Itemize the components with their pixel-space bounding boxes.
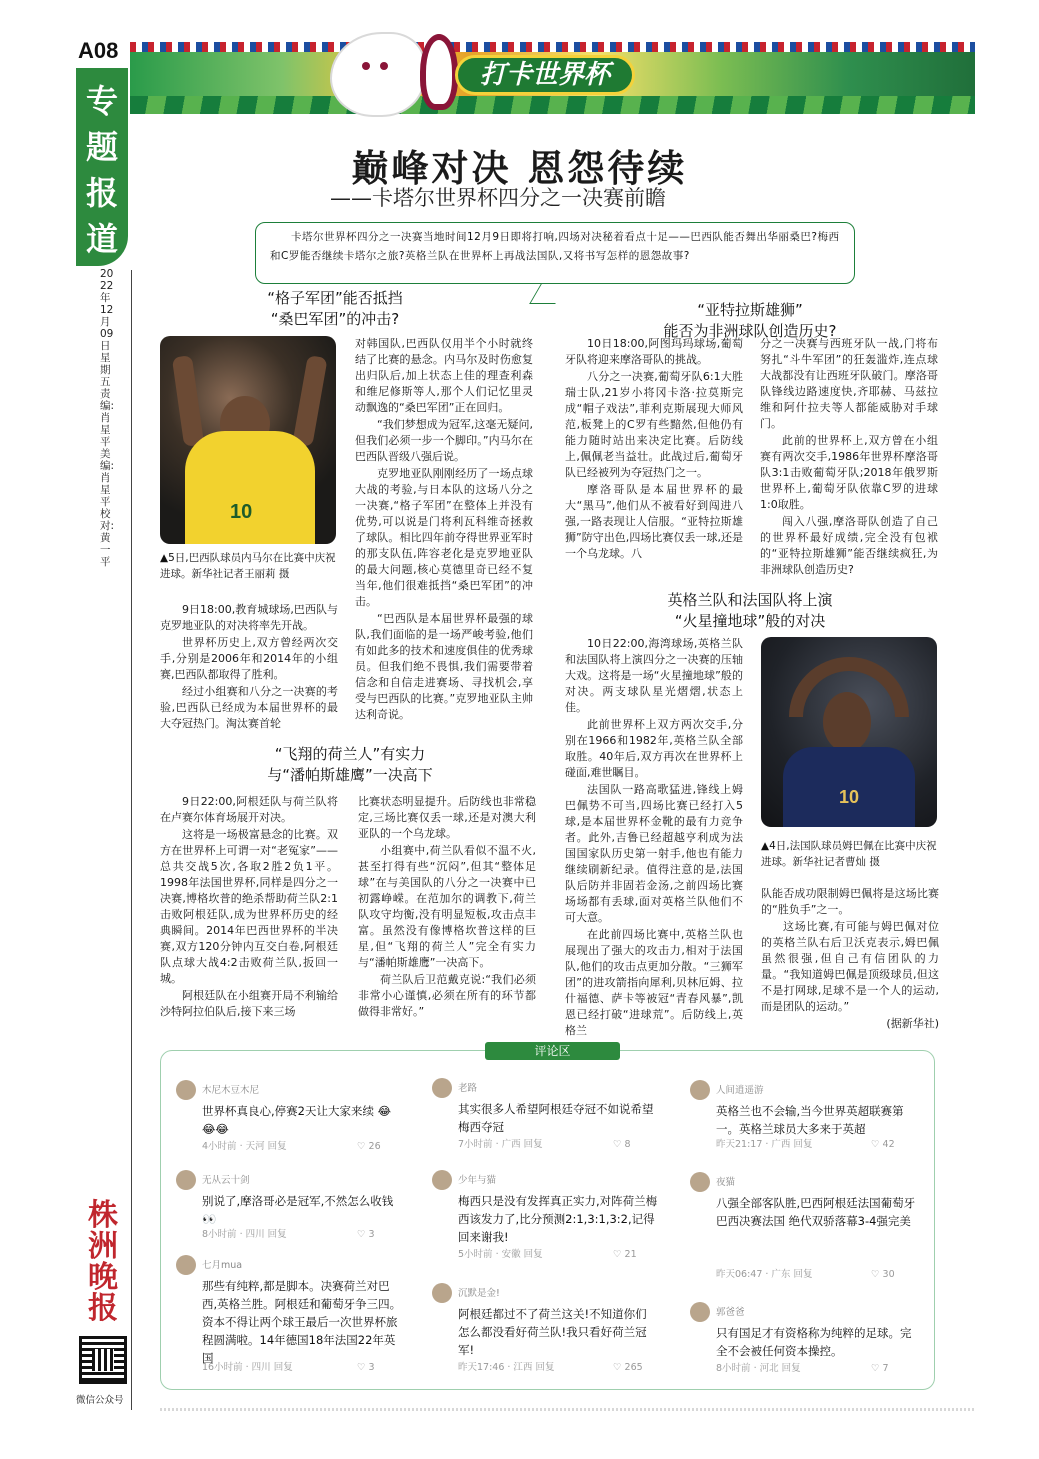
- comment-item: [432, 1283, 657, 1378]
- photo-neymar: 10: [160, 336, 336, 544]
- section-char: 报: [85, 174, 118, 212]
- avatar: [432, 1283, 452, 1303]
- paragraph: 闯入八强,摩洛哥队创造了自己的世界杯最好成绩,完全没有包袱的“亚特拉斯雄狮”能否继续疯狂,为非洲球队创造历史?: [760, 515, 938, 576]
- like-count-value: 3: [368, 1229, 375, 1240]
- comment-user: 沉默是金!: [458, 1288, 500, 1299]
- logo-char: 株: [88, 1198, 118, 1233]
- article-column: [565, 336, 743, 563]
- article-column: [358, 794, 536, 1021]
- like-count-value: 26: [368, 1141, 381, 1152]
- comment-section-title: 评论区: [485, 1042, 620, 1060]
- paragraph: 克罗地亚队刚刚经历了一场点球大战的考验,与日本队的这场八分之一决赛,“格子军团”在整体上并没有优势,可以说是门将利瓦科维奇拯救了球队。相比四年前夺得世界亚军时的那支队伍,阵容老化是克罗地亚队的最大问题,核心莫德里奇已经不复当年,他们很难抵挡“桑巴军团”的冲击。: [355, 467, 533, 608]
- article-column: [160, 794, 338, 1021]
- avatar: [176, 1170, 196, 1190]
- like-count[interactable]: ♡ 265: [613, 1362, 643, 1373]
- comment-user: 夜猫: [716, 1177, 736, 1188]
- like-count[interactable]: ♡ 3: [357, 1362, 375, 1373]
- paragraph: 小组赛中,荷兰队看似不温不火,甚至打得有些“沉闷”,但其“整体足球”在与美国队的八分之一决赛中已初露峥嵘。在范加尔的调教下,荷兰队攻守均衡,没有明显短板,攻击点丰富。虽然没有像博格坎普这样的巨星,但“飞翔的荷兰人”完全有实力与“潘帕斯雄鹰”一决高下。: [358, 844, 536, 969]
- paragraph: 这场比赛,有可能与姆巴佩对位的英格兰队右后卫沃克表示,姆巴佩虽然很强,但自己有信团队的力量。“我知道姆巴佩是顶级球员,但这不是打网球,足球不是一个人的运动,而是团队的运动。”: [761, 920, 939, 1013]
- avatar: [176, 1080, 196, 1100]
- paragraph: 10日18:00,阿图玛玛球场,葡萄牙队将迎来摩洛哥队的挑战。: [565, 337, 743, 366]
- comment-user: 少年与猫: [458, 1175, 497, 1186]
- comment-time: 7小时前 · 广西: [458, 1139, 521, 1150]
- mascot-icon: [330, 32, 425, 117]
- comment-text: 阿根廷都过不了荷兰这关!不知道你们怎么都没看好荷兰队!我只看好荷兰冠军!: [458, 1307, 647, 1357]
- comment-meta: [202, 1226, 375, 1244]
- like-count-value: 21: [624, 1249, 637, 1260]
- comment-user: 人间逍遥游: [716, 1085, 764, 1096]
- like-count[interactable]: ♡ 26: [357, 1141, 381, 1152]
- paragraph: 经过小组赛和八分之一决赛的考验,巴西队已经成为本届世界杯的最大夺冠热门。淘汰赛首轮: [160, 685, 338, 730]
- avatar: [690, 1080, 710, 1100]
- paragraph: 八分之一决赛,葡萄牙队6:1大胜瑞士队,21岁小将冈卡洛·拉莫斯完成“帽子戏法”,菲利克斯展现大师风范,板凳上的C罗有些黯然,但他仍有能力随时站出来决定比赛。后防线上,佩佩老当益壮。此战过后,葡萄牙队已经被列为夺冠热门之一。: [565, 370, 743, 479]
- article-column: [565, 636, 743, 1040]
- paragraph: 此前的世界杯上,双方曾在小组赛有两次交手,1986年世界杯摩洛哥队3:1击败葡萄牙队;2018年俄罗斯世界杯上,葡萄牙队依靠C罗的进球1:0取胜。: [760, 434, 938, 511]
- comment-time: 昨天06:47 · 广东: [716, 1269, 791, 1280]
- paragraph: 此前世界杯上双方两次交手,分别在1966和1982年,英格兰队全部取胜。40年后,双方再次在世界杯上碰面,难世瞩目。: [565, 718, 743, 779]
- reply-button[interactable]: 回复: [267, 1141, 287, 1152]
- bottom-divider: [160, 1408, 975, 1411]
- comment-text: 八强全部客队胜,巴西阿根廷法国葡萄牙 巴西决赛法国 绝代双骄落幕3-4强完美: [716, 1196, 916, 1228]
- avatar: [432, 1170, 452, 1190]
- comment-text: 英格兰也不会输,当今世界英超联赛第一。英格兰球员大多来于英超: [716, 1104, 904, 1136]
- paragraph: 9日18:00,教育城球场,巴西队与克罗地亚队的对决将率先开战。: [160, 603, 338, 632]
- comment-text: 其实很多人希望阿根廷夺冠不如说希望梅西夺冠: [458, 1102, 654, 1134]
- comment-user: 老路: [458, 1083, 478, 1094]
- section-char: 题: [85, 128, 118, 166]
- photo-caption: ▲5日,巴西队球员内马尔在比赛中庆祝进球。新华社记者王丽莉 摄: [160, 552, 336, 580]
- heading-line: “飞翔的荷兰人”有实力: [274, 745, 426, 763]
- article-column: [160, 602, 338, 733]
- comment-item: [432, 1078, 657, 1153]
- comment-meta: [458, 1246, 637, 1264]
- divider: [131, 270, 132, 1410]
- qr-label: 微信公众号: [76, 1395, 124, 1406]
- like-count-value: 265: [624, 1362, 643, 1373]
- comment-meta: [716, 1266, 895, 1284]
- paragraph: 这将是一场极富悬念的比赛。双方在世界杯上可谓一对“老冤家”——总共交战5次,各取2胜2负1平。1998年法国世界杯,同样是四分之一决赛,博格坎普的绝杀帮助荷兰队2:1击败阿根廷队,成为世界杯历史的经典瞬间。2014年巴西世界杯的半决赛,双方120分钟内互交白卷,阿根廷队点球大战4:2击败荷兰队,扳回一城。: [160, 828, 338, 985]
- comment-text: 那些有纯粹,都是脚本。决赛荷兰对巴西,英格兰胜。阿根廷和葡萄牙争三四。资本不得让两个球王最后一次世界杯旅程圆满啦。14年德国18年法国22年英国: [202, 1279, 402, 1365]
- paragraph: 队能否成功限制姆巴佩将是这场比赛的“胜负手”之一。: [761, 887, 939, 916]
- logo-char: 洲: [88, 1229, 118, 1264]
- comment-user: 无从云十剑: [202, 1175, 250, 1186]
- comment-time: 昨天21:17 · 广西: [716, 1139, 791, 1150]
- paragraph: 分之一决赛与西班牙队一战,门将布努扎“斗牛军团”的狂轰滥炸,连点球大战都没有让西班牙队破门。摩洛哥队锋线边路速度快,齐耶赫、马兹拉维和阿什拉夫等人都能威胁对手球门。: [760, 337, 938, 430]
- source-credit: (据新华社): [886, 1017, 939, 1030]
- lead-paragraph: 卡塔尔世界杯四分之一决赛当地时间12月9日即将打响,四场对决秘着看点十足——巴西队能否舞出华丽桑巴?梅西和C罗能否继续卡塔尔之旅?英格兰队在世界杯上再战法国队,又将书写怎样的恩怨故事?: [255, 222, 855, 284]
- like-count[interactable]: ♡ 21: [613, 1249, 637, 1260]
- banner-stripe: [130, 42, 975, 52]
- comment-item: [690, 1302, 915, 1377]
- like-count[interactable]: ♡ 8: [613, 1139, 631, 1150]
- paragraph: 比赛状态明显提升。后防线也非常稳定,三场比赛仅丢一球,还是对澳大利亚队的一个乌龙球。: [358, 795, 536, 840]
- comment-item: [432, 1170, 657, 1265]
- logo-char: 晚: [88, 1260, 118, 1295]
- like-count-value: 42: [882, 1139, 895, 1150]
- reply-button[interactable]: 回复: [267, 1229, 287, 1240]
- comment-meta: [458, 1359, 643, 1377]
- section-char: 专: [85, 82, 118, 120]
- comment-text: 世界杯真良心,停赛2天让大家来续 😂😂😂: [202, 1104, 392, 1136]
- heading-line: “桑巴军团”的冲击?: [270, 310, 400, 328]
- heading-line: “火星撞地球”般的对决: [674, 612, 826, 630]
- like-count[interactable]: ♡ 42: [871, 1139, 895, 1150]
- newspaper-logo: [80, 1200, 126, 1325]
- reply-button[interactable]: 回复: [523, 1139, 543, 1150]
- comment-item: [690, 1172, 915, 1282]
- comment-time: 4小时前 · 天河: [202, 1141, 265, 1152]
- comment-meta: [716, 1136, 895, 1154]
- heading-line: 能否为非洲球队创造历史?: [663, 322, 837, 340]
- banner-grass: [130, 96, 975, 114]
- heading-line: 与“潘帕斯雄鹰”一决高下: [267, 766, 433, 784]
- reply-button[interactable]: 回复: [793, 1269, 813, 1280]
- comment-time: 16小时前 · 四川: [202, 1362, 271, 1373]
- like-count[interactable]: ♡ 30: [871, 1269, 895, 1280]
- heading-line: 英格兰队和法国队将上演: [667, 591, 833, 609]
- reply-button[interactable]: 回复: [781, 1363, 801, 1374]
- comment-user: 郭爸爸: [716, 1307, 745, 1318]
- world-cup-emblem-icon: [420, 34, 458, 110]
- like-count-value: 3: [368, 1362, 375, 1373]
- avatar: [690, 1302, 710, 1322]
- reply-button[interactable]: 回复: [523, 1249, 543, 1260]
- comment-user: 七月mua: [202, 1260, 243, 1271]
- comment-item: [176, 1170, 401, 1240]
- avatar: [690, 1172, 710, 1192]
- section-char: 道: [85, 220, 118, 258]
- article-column: [761, 886, 939, 1033]
- photo-caption: ▲4日,法国队球员姆巴佩在比赛中庆祝进球。新华社记者曹灿 摄: [761, 840, 937, 868]
- like-count-value: 8: [624, 1139, 631, 1150]
- banner-title: 打卡世界杯: [455, 55, 635, 95]
- reply-button[interactable]: 回复: [535, 1362, 555, 1373]
- like-count[interactable]: ♡ 7: [871, 1363, 889, 1374]
- article-column: [355, 336, 533, 724]
- paragraph: 10日22:00,海湾球场,英格兰队和法国队将上演四分之一决赛的压轴大戏。这将是一场“火星撞地球”般的对决。两支球队星光熠熠,状态上佳。: [565, 637, 743, 714]
- paragraph: 9日22:00,阿根廷队与荷兰队将在卢赛尔体育场展开对决。: [160, 795, 338, 824]
- avatar: [432, 1078, 452, 1098]
- like-count-value: 7: [882, 1363, 889, 1374]
- reply-button[interactable]: 回复: [273, 1362, 293, 1373]
- comment-text: 别说了,摩洛哥必是冠军,不然怎么收钱👀: [202, 1194, 394, 1226]
- comment-item: [690, 1080, 915, 1155]
- paragraph: 荷兰队后卫范戴克说:“我们必须非常小心谨慎,必须在所有的环节都做得非常好。”: [358, 973, 536, 1018]
- comment-text: 梅西只是没有发挥真正实力,对阵荷兰梅西该发力了,比分预测2:1,3:1,3:2,记得回来谢我!: [458, 1194, 658, 1244]
- section-heading-brazil: [160, 288, 510, 330]
- comment-item: [176, 1255, 401, 1375]
- comment-time: 5小时前 · 安徽: [458, 1249, 521, 1260]
- like-count[interactable]: ♡ 3: [357, 1229, 375, 1240]
- heading-line: “亚特拉斯雄狮”: [697, 301, 803, 319]
- avatar: [176, 1255, 196, 1275]
- paragraph: 在此前四场比赛中,英格兰队也展现出了强大的攻击力,相对于法国队,他们的攻击点更加分散。“三狮军团”的进攻箭指向犀利,贝林厄姆、拉什福德、萨卡等被冠“青春风暴”,凯恩已经打破“进球荒”。后防线上,英格兰: [565, 928, 743, 1037]
- reply-button[interactable]: 回复: [793, 1139, 813, 1150]
- comment-meta: [202, 1138, 381, 1156]
- paragraph: 法国队一路高歌猛进,锋线上姆巴佩势不可当,四场比赛已经打入5球,是本届世界杯金靴的最有力竞争者。此外,吉鲁已经超越亨利成为法国国家队历史第一射手,他也有能力继续刷新纪录。值得注意的是,法国队后防并非固若金汤,之前四场比赛场场都有丢球,面对英格兰队他们不可大意。: [565, 783, 743, 924]
- photo-mbappe: 10: [761, 637, 937, 827]
- dateline: 2022年12月09日 星期五 责编:肖星平 美编:肖星平 校对:黄一平: [100, 268, 115, 568]
- page-number: A08: [78, 38, 119, 63]
- comment-time: 8小时前 · 四川: [202, 1229, 265, 1240]
- paragraph: 世界杯历史上,双方曾经两次交手,分别是2006年和2014年的小组赛,巴西队都取得了胜利。: [160, 636, 338, 681]
- section-heading-england-france: [560, 590, 940, 632]
- comment-item: [176, 1080, 401, 1150]
- section-heading-argentina: [160, 744, 540, 786]
- paragraph: 摩洛哥队是本届世界杯的最大“黑马”,他们从不被看好到闯进八强,一路表现让人信服。“亚特拉斯雄狮”防守出色,四场比赛仅丢一球,还是一个乌龙球。八: [565, 483, 743, 560]
- comment-meta: [716, 1360, 889, 1378]
- comment-text: 只有国足才有资格称为纯粹的足球。完全不会被任何资本操控。: [716, 1326, 912, 1358]
- article-column: [760, 336, 938, 579]
- comment-user: 木尼木豆木尼: [202, 1085, 260, 1096]
- qr-code-icon[interactable]: [79, 1336, 127, 1384]
- heading-line: “格子军团”能否抵挡: [267, 289, 403, 307]
- paragraph: “我们梦想成为冠军,这毫无疑问,但我们必须一步一个脚印。”内马尔在巴西队晋级八强后说。: [355, 418, 533, 463]
- comment-meta: [458, 1136, 631, 1154]
- subhead: ——卡塔尔世界杯四分之一决赛前瞻: [330, 186, 666, 210]
- comment-time: 昨天17:46 · 江西: [458, 1362, 533, 1373]
- like-count-value: 30: [882, 1269, 895, 1280]
- comment-time: 8小时前 · 河北: [716, 1363, 779, 1374]
- paragraph: “巴西队是本届世界杯最强的球队,我们面临的是一场严峻考验,他们有如此多的技术和速度俱佳的优秀球员。但我们绝不畏惧,我们需要带着信念和自信走进赛场、寻找机会,享受与巴西队的比赛。”克罗地亚队主帅达利奇说。: [355, 612, 533, 721]
- logo-char: 报: [88, 1291, 118, 1326]
- paragraph: 阿根廷队在小组赛开局不利输给沙特阿拉伯队后,接下来三场: [160, 989, 338, 1018]
- paragraph: 对韩国队,巴西队仅用半个小时就终结了比赛的悬念。内马尔及时伤愈复出归队后,加上状态上佳的理查利森和维尼修斯等人,那个人们记忆里灵动飘逸的“桑巴军团”正在回归。: [355, 337, 533, 414]
- headline: 巅峰对决 恩怨待续: [351, 146, 688, 190]
- comment-meta: [202, 1359, 375, 1377]
